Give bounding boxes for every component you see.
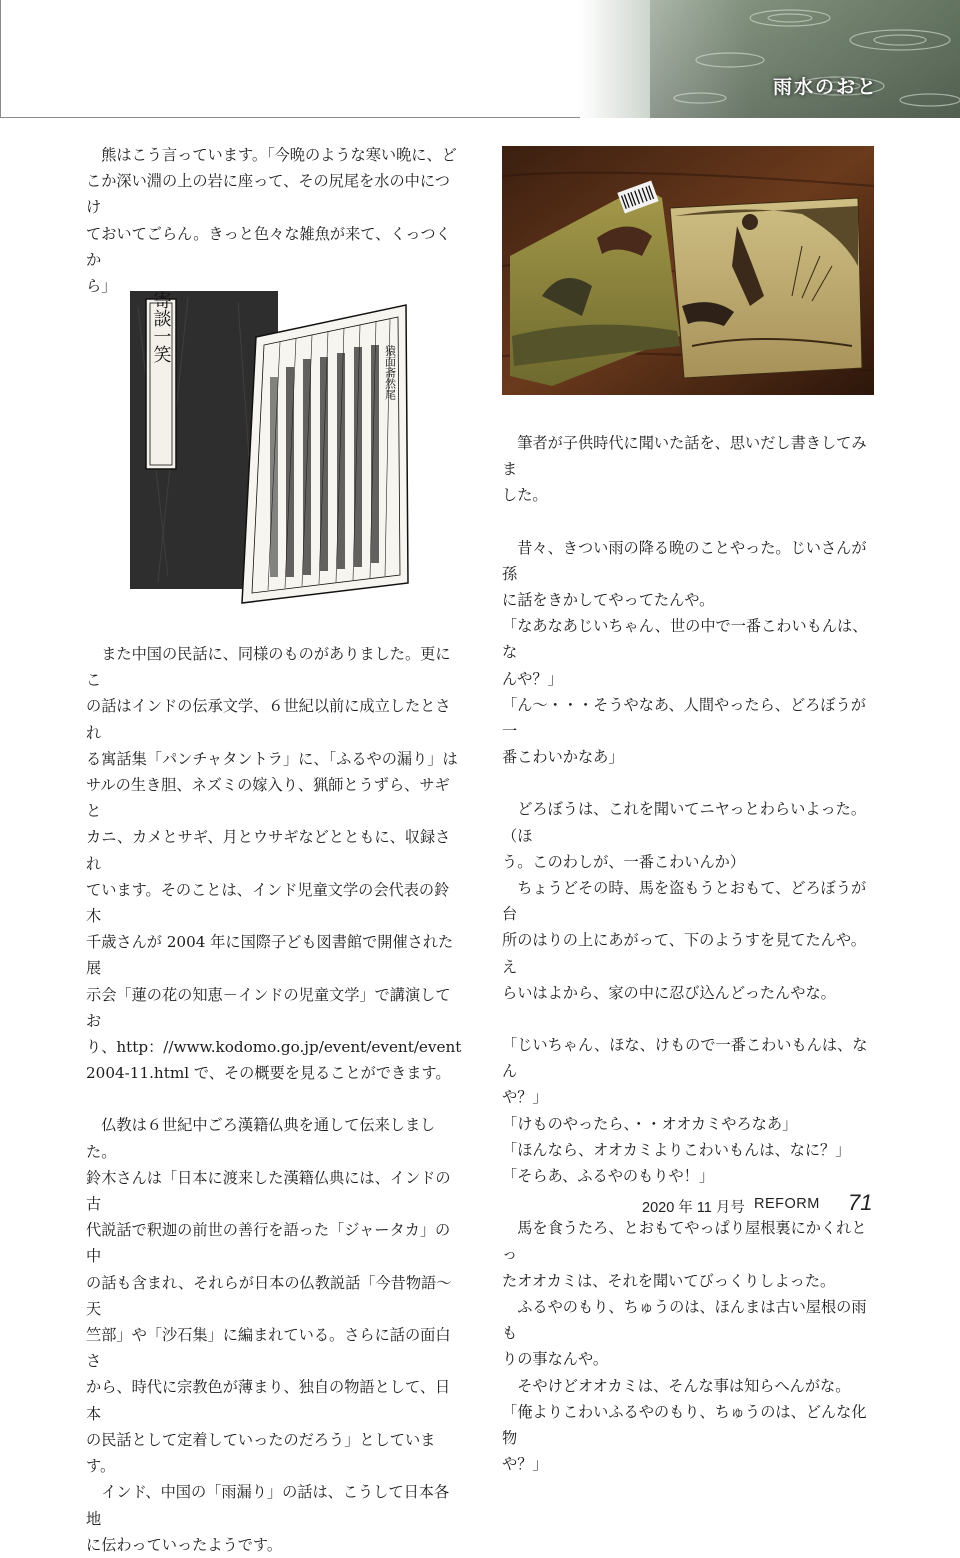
text-line: の話も含まれ、それらが日本の仏教説話「今昔物語～天: [86, 1273, 452, 1318]
left-column-body: [86, 641, 464, 1558]
book-page-heading: 猿面斋然尾: [383, 345, 397, 400]
text-line: ています。そのことは、インド児童文学の会代表の鈴木: [86, 880, 450, 926]
text-line: した。: [502, 486, 548, 505]
text-line: や？」: [502, 1088, 548, 1107]
text-line: 「そらあ、ふるやのもりや！」: [502, 1167, 715, 1186]
text-line: 「ん～・・・そうやなあ、人間やったら、どろぼうが一: [502, 695, 866, 741]
text-line: ちょうどその時、馬を盗もうとおもて、どろぼうが台: [502, 879, 867, 924]
text-line: 筆者が子供時代に聞いた話を、思いだし書きしてみま: [502, 434, 867, 479]
page-number: 71: [848, 1190, 873, 1215]
text-line: んや？」: [502, 669, 563, 688]
text-line: 2004-11.html で、その概要を見ることができます。: [86, 1064, 451, 1083]
text-line: 所のはりの上にあがって、下のようすを見てたんや。え: [502, 931, 866, 976]
text-line: また中国の民話に、同様のものがありました。更にこ: [86, 645, 451, 690]
text-line: サルの生き胆、ネズミの嫁入り、猟師とうずら、サギと: [86, 776, 450, 821]
text-line: 「俺よりこわいふるやのもり、ちゅうのは、どんな化物: [502, 1402, 867, 1447]
text-line: こか深い淵の上の岩に座って、その尻尾を水の中につけ: [86, 172, 450, 217]
text-line: 千歳さんが 2004 年に国際子ども図書館で開催された展: [86, 933, 454, 978]
section-title: 雨水のおと: [772, 76, 878, 98]
text-line: そやけどオオカミは、そんな事は知らへんがな。: [517, 1376, 851, 1395]
magazine-name: REFORM: [754, 1196, 820, 1212]
text-line: 昔々、きつい雨の降る晩のことやった。じいさんが孫: [502, 538, 867, 583]
text-line: 番こわいかなあ」: [502, 748, 624, 767]
page-footer: [0, 1190, 960, 1230]
text-line: 竺部」や「沙石集」に編まれている。さらに話の面白さ: [86, 1326, 451, 1371]
rain-water-header-image: [580, 0, 960, 118]
old-book-illustration: [128, 287, 410, 604]
text-line: たオオカミは、それを聞いてびっくりしよった。: [502, 1271, 836, 1290]
text-line: から、時代に宗教色が薄まり、独自の物語として、日本: [86, 1378, 451, 1423]
text-line: に話をきかしてやってたんや。: [502, 591, 715, 610]
text-line: ふるやのもり、ちゅうのは、ほんまは古い屋根の雨も: [502, 1297, 867, 1343]
text-line: 仏教は６世紀中ごろ漢籍仏典を通して伝来しました。: [86, 1116, 436, 1161]
text-line: 示会「蓮の花の知恵－インドの児童文学」で講演してお: [86, 985, 451, 1030]
text-line: カニ、カメとサギ、月とウサギなどとともに、収録され: [86, 828, 451, 873]
text-line: 「ほんなら、オオカミよりこわいもんは、なに？」: [502, 1140, 851, 1159]
book-cover-label: 寄談一笑: [150, 291, 172, 363]
text-line: の民話として定着していったのだろう」としています。: [86, 1430, 436, 1476]
text-line: 「けものやったら、・・オオカミやろなあ」: [502, 1114, 798, 1133]
text-line: の話はインドの伝承文学、６世紀以前に成立したとされ: [86, 697, 451, 742]
text-line: らいはよから、家の中に忍び込んどったんやな。: [502, 983, 836, 1002]
text-line: 鈴木さんは「日本に渡来した漢籍仏典には、インドの古: [86, 1168, 451, 1214]
text-line: 熊はこう言っています。「今晩のような寒い晩に、ど: [101, 146, 457, 164]
text-line: に伝わっていったようです。: [86, 1535, 283, 1554]
text-line: 馬を食うたろ、とおもてやっぱり屋根裏にかくれとっ: [502, 1219, 867, 1264]
page-header: [0, 0, 960, 122]
text-line: どろぼうは、これを聞いてニヤっとわらいよった。（ほ: [502, 800, 867, 845]
left-column-top: [86, 142, 464, 299]
issue-date: 2020 年 11 月号: [642, 1200, 745, 1216]
text-line: る寓話集「パンチャタントラ」に、「ふるやの漏り」は: [86, 749, 458, 768]
text-line: ら」: [86, 277, 117, 296]
text-line: 「なあなあじいちゃん、世の中で一番こわいもんは、な: [502, 617, 868, 662]
text-line: りの事なんや。: [502, 1350, 609, 1369]
text-line: 「じいちゃん、ほな、けもので一番こわいもんは、なん: [502, 1036, 868, 1081]
right-column-body: [502, 430, 878, 1477]
text-line: ておいてごらん。きっと色々な雑魚が来て、くっつくか: [86, 224, 451, 269]
text-line: り、http：//www.kodomo.go.jp/event/event/event: [86, 1038, 462, 1057]
text-line: 代説話で釈迦の前世の善行を語った「ジャータカ」の中: [86, 1221, 451, 1266]
picture-book-photo: [502, 146, 874, 395]
text-line: う。このわしが、一番こわいんか）: [502, 852, 745, 871]
text-line: や？」: [502, 1455, 548, 1474]
text-line: インド、中国の「雨漏り」の話は、こうして日本各地: [86, 1483, 450, 1528]
